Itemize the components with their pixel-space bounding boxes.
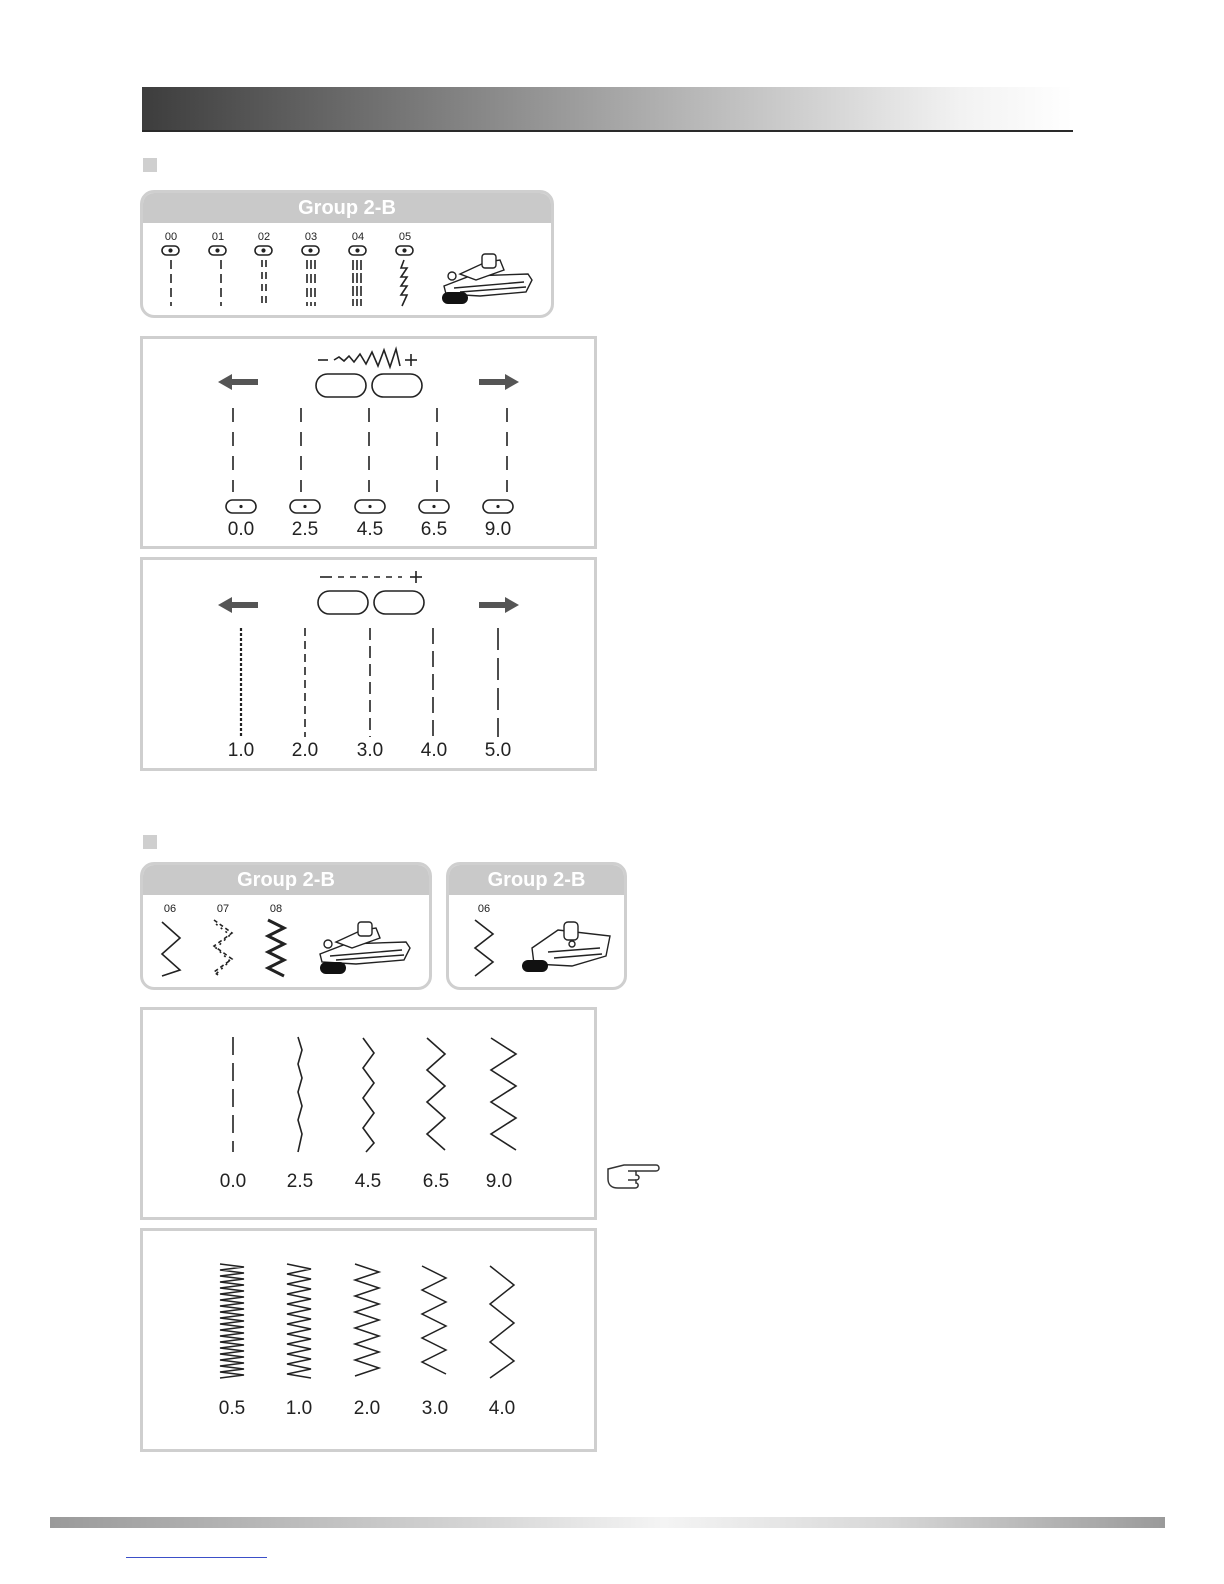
pattern-number: 03	[304, 231, 318, 243]
pattern-number: 06	[477, 903, 491, 915]
group-title: Group 2-B	[143, 865, 429, 895]
scale-label: 2.5	[291, 519, 319, 540]
scale-label: 9.0	[485, 1171, 513, 1192]
group-title: Group 2-B	[143, 193, 551, 223]
scale-label: 1.0	[285, 1398, 313, 1419]
scale-label: 1.0	[227, 740, 255, 761]
scale-label: 4.5	[356, 519, 384, 540]
scale-label: 6.5	[420, 519, 448, 540]
pattern-number: 08	[269, 903, 283, 915]
scale-label: 2.0	[291, 740, 319, 761]
pattern-number: 07	[216, 903, 230, 915]
pattern-number: 05	[398, 231, 412, 243]
pattern-number: 06	[163, 903, 177, 915]
scale-label: 3.0	[421, 1398, 449, 1419]
group-title: Group 2-B	[449, 865, 624, 895]
pattern-number: 01	[211, 231, 225, 243]
scale-label: 4.0	[488, 1398, 516, 1419]
footer-link-underline[interactable]	[126, 1557, 267, 1558]
pattern-number: 02	[257, 231, 271, 243]
scale-label: 2.0	[353, 1398, 381, 1419]
scale-label: 4.5	[354, 1171, 382, 1192]
footer-bar	[50, 1517, 1165, 1528]
pattern-number: 04	[351, 231, 365, 243]
scale-label: 3.0	[356, 740, 384, 761]
scale-label: 0.0	[219, 1171, 247, 1192]
scale-label: 5.0	[484, 740, 512, 761]
scale-label: 9.0	[484, 519, 512, 540]
scale-label: 0.0	[227, 519, 255, 540]
scale-label: 6.5	[422, 1171, 450, 1192]
pattern-number: 00	[164, 231, 178, 243]
scale-label: 0.5	[218, 1398, 246, 1419]
scale-label: 2.5	[286, 1171, 314, 1192]
scale-label: 4.0	[420, 740, 448, 761]
